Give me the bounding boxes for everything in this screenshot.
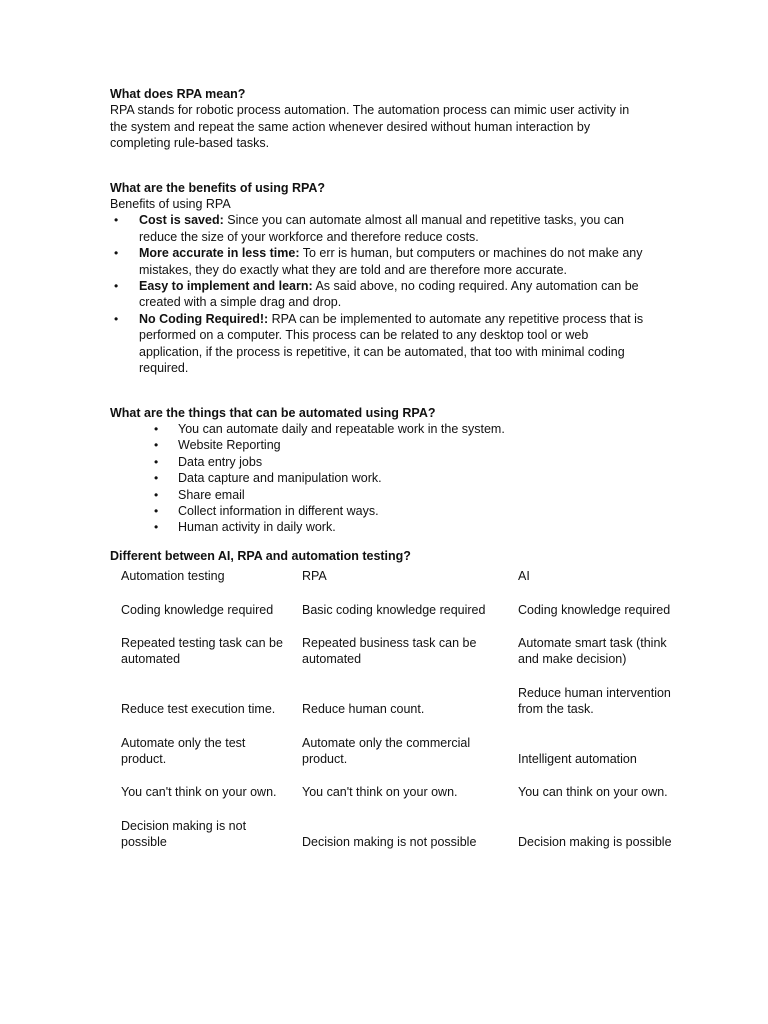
bullet-icon: • xyxy=(154,454,159,469)
bullet-icon: • xyxy=(154,520,159,535)
list-item xyxy=(110,437,690,453)
list-item xyxy=(110,454,690,470)
table-row xyxy=(113,735,686,768)
bullet-icon: • xyxy=(114,213,119,228)
benefit-term: Cost is saved: xyxy=(139,213,224,228)
table-row xyxy=(113,784,686,800)
section-subheading: Benefits of using RPA xyxy=(110,197,231,212)
list-item xyxy=(110,487,690,503)
benefit-text: Since you can automate almost all manual and repetitive tasks, you can reduce the size of your workforce and therefore reduce costs. xyxy=(139,213,624,244)
row-spacer xyxy=(113,718,686,735)
paragraph-line: the system and repeat the same action whenever desired without human interaction by xyxy=(110,119,591,134)
list-item-text: You can automate daily and repeatable work in the system. xyxy=(178,421,505,436)
bullet-icon: • xyxy=(154,438,159,453)
table-cell: Reduce human count. xyxy=(302,702,425,717)
bullet-icon: • xyxy=(114,279,119,294)
table-cell: You can't think on your own. xyxy=(302,785,458,800)
table-cell: Basic coding knowledge required xyxy=(302,602,486,617)
paragraph-line: RPA stands for robotic process automation. The automation process can mimic user activity in xyxy=(110,103,630,118)
section-rpa-meaning xyxy=(110,86,690,152)
benefit-text: As said above, no coding required. Any automation can be created with a simple drag and drop. xyxy=(139,279,639,310)
section-ai-rpa-comparison xyxy=(110,548,690,851)
benefit-term: More accurate in less time: xyxy=(139,246,300,261)
table-cell: Reduce human intervention from the task. xyxy=(518,685,671,717)
list-item xyxy=(110,519,690,535)
table-header-row xyxy=(113,568,686,584)
column-header: RPA xyxy=(302,569,327,584)
bullet-icon: • xyxy=(154,471,159,486)
list-item xyxy=(110,311,655,377)
row-spacer xyxy=(113,801,686,818)
table-cell: Repeated business task can be automated xyxy=(302,635,477,667)
paragraph-line: completing rule-based tasks. xyxy=(110,136,270,151)
benefit-term: Easy to implement and learn: xyxy=(139,279,313,294)
list-item-text: Share email xyxy=(178,487,245,502)
list-item-text: Website Reporting xyxy=(178,438,281,453)
row-spacer xyxy=(113,585,686,602)
row-spacer xyxy=(113,668,686,685)
bullet-icon: • xyxy=(154,503,159,518)
table-cell: Coding knowledge required xyxy=(518,602,671,617)
bullet-icon: • xyxy=(114,311,119,326)
table-cell: Automate smart task (think and make decision) xyxy=(518,635,667,667)
list-item-text: Collect information in different ways. xyxy=(178,503,379,518)
comparison-table xyxy=(113,568,686,850)
table-cell: You can't think on your own. xyxy=(121,785,277,800)
section-heading: What are the things that can be automated using RPA? xyxy=(110,405,436,420)
table-cell: Automate only the commercial product. xyxy=(302,735,471,766)
benefits-list xyxy=(110,212,690,376)
list-item xyxy=(110,470,690,486)
list-item xyxy=(110,212,655,245)
table-cell: Reduce test execution time. xyxy=(121,702,276,717)
column-header: AI xyxy=(518,569,530,584)
list-item xyxy=(110,421,690,437)
benefit-text: To err is human, but computers or machines do not make any mistakes, they do exactly what they are told and are therefore more accurate. xyxy=(139,246,643,277)
section-rpa-automatable xyxy=(110,405,690,536)
list-item-text: Data entry jobs xyxy=(178,454,263,469)
list-item-text: Data capture and manipulation work. xyxy=(178,471,382,486)
column-header: Automation testing xyxy=(121,569,225,584)
table-row xyxy=(113,602,686,618)
list-item-text: Human activity in daily work. xyxy=(178,520,336,535)
document-page xyxy=(110,86,690,851)
list-item xyxy=(110,278,655,311)
bullet-icon: • xyxy=(154,487,159,502)
table-cell: Intelligent automation xyxy=(518,752,637,766)
table-cell: You can think on your own. xyxy=(518,785,668,800)
benefit-text: RPA can be implemented to automate any repetitive process that is performed on a computer. This process can be related to any desktop tool or web application, if the process is repetitive, it can be automated, that too with minimal coding required. xyxy=(139,311,644,376)
table-row xyxy=(113,685,686,718)
table-cell: Decision making is possible xyxy=(518,835,672,850)
automatable-list xyxy=(110,421,690,536)
table-cell: Repeated testing task can be automated xyxy=(121,635,283,667)
section-heading: What does RPA mean? xyxy=(110,87,246,101)
table-cell: Decision making is not possible xyxy=(302,835,477,850)
bullet-icon: • xyxy=(114,246,119,261)
list-item xyxy=(110,503,690,519)
section-heading: What are the benefits of using RPA? xyxy=(110,180,326,195)
benefit-term: No Coding Required!: xyxy=(139,311,269,326)
table-cell: Automate only the test product. xyxy=(121,735,246,766)
row-spacer xyxy=(113,618,686,635)
row-spacer xyxy=(113,767,686,784)
table-cell: Decision making is not possible xyxy=(121,818,247,850)
table-row xyxy=(113,818,686,851)
table-cell: Coding knowledge required xyxy=(121,602,274,617)
section-heading: Different between AI, RPA and automation testing? xyxy=(110,548,411,563)
bullet-icon: • xyxy=(154,421,159,436)
list-item xyxy=(110,245,655,278)
table-row xyxy=(113,635,686,668)
section-rpa-benefits xyxy=(110,180,690,377)
